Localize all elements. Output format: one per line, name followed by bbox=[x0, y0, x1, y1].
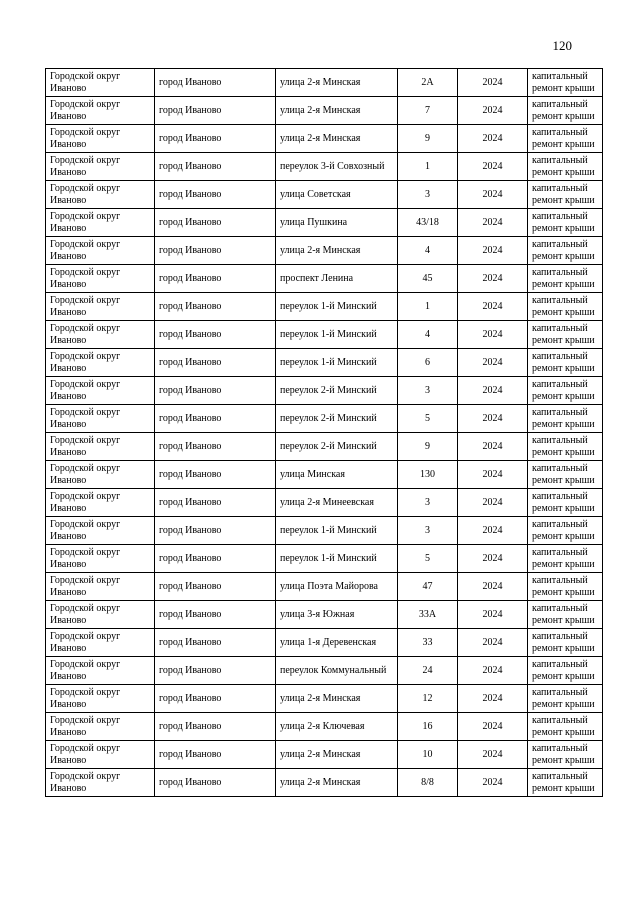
table-row bbox=[46, 545, 603, 573]
house-number-cell: 33А bbox=[398, 601, 458, 629]
work-type-cell: капитальный ремонт крыши bbox=[528, 601, 603, 629]
table-row bbox=[46, 657, 603, 685]
table-row bbox=[46, 433, 603, 461]
street-cell: улица Советская bbox=[276, 181, 398, 209]
city-cell: город Иваново bbox=[155, 293, 276, 321]
year-cell: 2024 bbox=[458, 125, 528, 153]
house-number-cell: 8/8 bbox=[398, 769, 458, 797]
city-cell: город Иваново bbox=[155, 349, 276, 377]
work-type-cell: капитальный ремонт крыши bbox=[528, 321, 603, 349]
city-cell: город Иваново bbox=[155, 69, 276, 97]
table-row bbox=[46, 237, 603, 265]
house-number-cell: 130 bbox=[398, 461, 458, 489]
table-row bbox=[46, 69, 603, 97]
work-type-cell: капитальный ремонт крыши bbox=[528, 377, 603, 405]
house-number-cell: 1 bbox=[398, 293, 458, 321]
work-type-cell: капитальный ремонт крыши bbox=[528, 237, 603, 265]
table-row bbox=[46, 461, 603, 489]
year-cell: 2024 bbox=[458, 629, 528, 657]
district-cell: Городской округ Иваново bbox=[46, 489, 155, 517]
street-cell: проспект Ленина bbox=[276, 265, 398, 293]
city-cell: город Иваново bbox=[155, 629, 276, 657]
city-cell: город Иваново bbox=[155, 125, 276, 153]
work-type-cell: капитальный ремонт крыши bbox=[528, 69, 603, 97]
city-cell: город Иваново bbox=[155, 153, 276, 181]
table-row bbox=[46, 153, 603, 181]
year-cell: 2024 bbox=[458, 685, 528, 713]
year-cell: 2024 bbox=[458, 321, 528, 349]
table-row bbox=[46, 573, 603, 601]
street-cell: улица Пушкина bbox=[276, 209, 398, 237]
city-cell: город Иваново bbox=[155, 713, 276, 741]
district-cell: Городской округ Иваново bbox=[46, 293, 155, 321]
street-cell: переулок 2-й Минский bbox=[276, 377, 398, 405]
district-cell: Городской округ Иваново bbox=[46, 321, 155, 349]
house-number-cell: 3 bbox=[398, 517, 458, 545]
year-cell: 2024 bbox=[458, 433, 528, 461]
district-cell: Городской округ Иваново bbox=[46, 265, 155, 293]
district-cell: Городской округ Иваново bbox=[46, 573, 155, 601]
table-row bbox=[46, 377, 603, 405]
table-body bbox=[46, 69, 603, 797]
district-cell: Городской округ Иваново bbox=[46, 377, 155, 405]
district-cell: Городской округ Иваново bbox=[46, 629, 155, 657]
table-row bbox=[46, 125, 603, 153]
city-cell: город Иваново bbox=[155, 489, 276, 517]
year-cell: 2024 bbox=[458, 713, 528, 741]
city-cell: город Иваново bbox=[155, 237, 276, 265]
house-number-cell: 43/18 bbox=[398, 209, 458, 237]
table-row bbox=[46, 517, 603, 545]
city-cell: город Иваново bbox=[155, 321, 276, 349]
work-type-cell: капитальный ремонт крыши bbox=[528, 769, 603, 797]
table-row bbox=[46, 601, 603, 629]
house-number-cell: 7 bbox=[398, 97, 458, 125]
city-cell: город Иваново bbox=[155, 741, 276, 769]
street-cell: улица Минская bbox=[276, 461, 398, 489]
street-cell: улица 2-я Ключевая bbox=[276, 713, 398, 741]
table-row bbox=[46, 265, 603, 293]
year-cell: 2024 bbox=[458, 657, 528, 685]
house-number-cell: 5 bbox=[398, 405, 458, 433]
city-cell: город Иваново bbox=[155, 657, 276, 685]
city-cell: город Иваново bbox=[155, 405, 276, 433]
street-cell: улица 2-я Минская bbox=[276, 769, 398, 797]
house-number-cell: 1 bbox=[398, 153, 458, 181]
year-cell: 2024 bbox=[458, 69, 528, 97]
district-cell: Городской округ Иваново bbox=[46, 125, 155, 153]
table-row bbox=[46, 741, 603, 769]
city-cell: город Иваново bbox=[155, 685, 276, 713]
year-cell: 2024 bbox=[458, 573, 528, 601]
house-number-cell: 3 bbox=[398, 181, 458, 209]
work-type-cell: капитальный ремонт крыши bbox=[528, 405, 603, 433]
city-cell: город Иваново bbox=[155, 97, 276, 125]
street-cell: улица 1-я Деревенская bbox=[276, 629, 398, 657]
year-cell: 2024 bbox=[458, 405, 528, 433]
work-type-cell: капитальный ремонт крыши bbox=[528, 209, 603, 237]
house-number-cell: 33 bbox=[398, 629, 458, 657]
city-cell: город Иваново bbox=[155, 433, 276, 461]
street-cell: переулок 1-й Минский bbox=[276, 293, 398, 321]
work-type-cell: капитальный ремонт крыши bbox=[528, 349, 603, 377]
house-number-cell: 3 bbox=[398, 489, 458, 517]
work-type-cell: капитальный ремонт крыши bbox=[528, 97, 603, 125]
table-row bbox=[46, 181, 603, 209]
street-cell: переулок 2-й Минский bbox=[276, 405, 398, 433]
street-cell: переулок 3-й Совхозный bbox=[276, 153, 398, 181]
district-cell: Городской округ Иваново bbox=[46, 517, 155, 545]
house-number-cell: 16 bbox=[398, 713, 458, 741]
year-cell: 2024 bbox=[458, 489, 528, 517]
district-cell: Городской округ Иваново bbox=[46, 461, 155, 489]
house-number-cell: 9 bbox=[398, 125, 458, 153]
table-row bbox=[46, 769, 603, 797]
work-type-cell: капитальный ремонт крыши bbox=[528, 657, 603, 685]
work-type-cell: капитальный ремонт крыши bbox=[528, 265, 603, 293]
house-number-cell: 47 bbox=[398, 573, 458, 601]
district-cell: Городской округ Иваново bbox=[46, 209, 155, 237]
table-row bbox=[46, 629, 603, 657]
table-row bbox=[46, 405, 603, 433]
house-number-cell: 10 bbox=[398, 741, 458, 769]
work-type-cell: капитальный ремонт крыши bbox=[528, 685, 603, 713]
year-cell: 2024 bbox=[458, 601, 528, 629]
year-cell: 2024 bbox=[458, 237, 528, 265]
district-cell: Городской округ Иваново bbox=[46, 657, 155, 685]
district-cell: Городской округ Иваново bbox=[46, 769, 155, 797]
house-number-cell: 4 bbox=[398, 321, 458, 349]
district-cell: Городской округ Иваново bbox=[46, 601, 155, 629]
house-number-cell: 4 bbox=[398, 237, 458, 265]
street-cell: улица 2-я Минская bbox=[276, 237, 398, 265]
street-cell: переулок 1-й Минский bbox=[276, 517, 398, 545]
city-cell: город Иваново bbox=[155, 517, 276, 545]
work-type-cell: капитальный ремонт крыши bbox=[528, 741, 603, 769]
street-cell: улица 2-я Минская bbox=[276, 125, 398, 153]
street-cell: переулок 2-й Минский bbox=[276, 433, 398, 461]
city-cell: город Иваново bbox=[155, 545, 276, 573]
street-cell: переулок 1-й Минский bbox=[276, 545, 398, 573]
street-cell: переулок Коммунальный bbox=[276, 657, 398, 685]
house-number-cell: 3 bbox=[398, 377, 458, 405]
table-row bbox=[46, 321, 603, 349]
year-cell: 2024 bbox=[458, 181, 528, 209]
year-cell: 2024 bbox=[458, 769, 528, 797]
house-number-cell: 9 bbox=[398, 433, 458, 461]
district-cell: Городской округ Иваново bbox=[46, 685, 155, 713]
city-cell: город Иваново bbox=[155, 181, 276, 209]
work-type-cell: капитальный ремонт крыши bbox=[528, 573, 603, 601]
work-type-cell: капитальный ремонт крыши bbox=[528, 517, 603, 545]
city-cell: город Иваново bbox=[155, 265, 276, 293]
district-cell: Городской округ Иваново bbox=[46, 237, 155, 265]
city-cell: город Иваново bbox=[155, 209, 276, 237]
district-cell: Городской округ Иваново bbox=[46, 97, 155, 125]
work-type-cell: капитальный ремонт крыши bbox=[528, 489, 603, 517]
work-type-cell: капитальный ремонт крыши bbox=[528, 433, 603, 461]
year-cell: 2024 bbox=[458, 97, 528, 125]
work-type-cell: капитальный ремонт крыши bbox=[528, 153, 603, 181]
street-cell: улица 3-я Южная bbox=[276, 601, 398, 629]
street-cell: переулок 1-й Минский bbox=[276, 349, 398, 377]
house-number-cell: 5 bbox=[398, 545, 458, 573]
year-cell: 2024 bbox=[458, 517, 528, 545]
city-cell: город Иваново bbox=[155, 377, 276, 405]
house-number-cell: 6 bbox=[398, 349, 458, 377]
city-cell: город Иваново bbox=[155, 601, 276, 629]
work-type-cell: капитальный ремонт крыши bbox=[528, 181, 603, 209]
year-cell: 2024 bbox=[458, 293, 528, 321]
district-cell: Городской округ Иваново bbox=[46, 349, 155, 377]
street-cell: улица Поэта Майорова bbox=[276, 573, 398, 601]
district-cell: Городской округ Иваново bbox=[46, 545, 155, 573]
district-cell: Городской округ Иваново bbox=[46, 405, 155, 433]
year-cell: 2024 bbox=[458, 209, 528, 237]
table-row bbox=[46, 97, 603, 125]
work-type-cell: капитальный ремонт крыши bbox=[528, 461, 603, 489]
year-cell: 2024 bbox=[458, 545, 528, 573]
table-row bbox=[46, 489, 603, 517]
table-row bbox=[46, 685, 603, 713]
house-number-cell: 12 bbox=[398, 685, 458, 713]
house-number-cell: 2А bbox=[398, 69, 458, 97]
table-row bbox=[46, 349, 603, 377]
city-cell: город Иваново bbox=[155, 769, 276, 797]
year-cell: 2024 bbox=[458, 265, 528, 293]
street-cell: улица 2-я Минеевская bbox=[276, 489, 398, 517]
district-cell: Городской округ Иваново bbox=[46, 433, 155, 461]
year-cell: 2024 bbox=[458, 461, 528, 489]
district-cell: Городской округ Иваново bbox=[46, 713, 155, 741]
work-type-cell: капитальный ремонт крыши bbox=[528, 293, 603, 321]
work-type-cell: капитальный ремонт крыши bbox=[528, 545, 603, 573]
city-cell: город Иваново bbox=[155, 461, 276, 489]
district-cell: Городской округ Иваново bbox=[46, 741, 155, 769]
house-number-cell: 24 bbox=[398, 657, 458, 685]
year-cell: 2024 bbox=[458, 349, 528, 377]
street-cell: улица 2-я Минская bbox=[276, 69, 398, 97]
city-cell: город Иваново bbox=[155, 573, 276, 601]
work-type-cell: капитальный ремонт крыши bbox=[528, 125, 603, 153]
district-cell: Городской округ Иваново bbox=[46, 181, 155, 209]
table-row bbox=[46, 713, 603, 741]
district-cell: Городской округ Иваново bbox=[46, 69, 155, 97]
year-cell: 2024 bbox=[458, 377, 528, 405]
street-cell: переулок 1-й Минский bbox=[276, 321, 398, 349]
page-number: 120 bbox=[552, 38, 572, 53]
work-type-cell: капитальный ремонт крыши bbox=[528, 713, 603, 741]
street-cell: улица 2-я Минская bbox=[276, 685, 398, 713]
work-type-cell: капитальный ремонт крыши bbox=[528, 629, 603, 657]
street-cell: улица 2-я Минская bbox=[276, 97, 398, 125]
district-cell: Городской округ Иваново bbox=[46, 153, 155, 181]
year-cell: 2024 bbox=[458, 741, 528, 769]
table-row bbox=[46, 209, 603, 237]
house-number-cell: 45 bbox=[398, 265, 458, 293]
year-cell: 2024 bbox=[458, 153, 528, 181]
street-cell: улица 2-я Минская bbox=[276, 741, 398, 769]
table-row bbox=[46, 293, 603, 321]
repair-schedule-table bbox=[45, 68, 603, 797]
